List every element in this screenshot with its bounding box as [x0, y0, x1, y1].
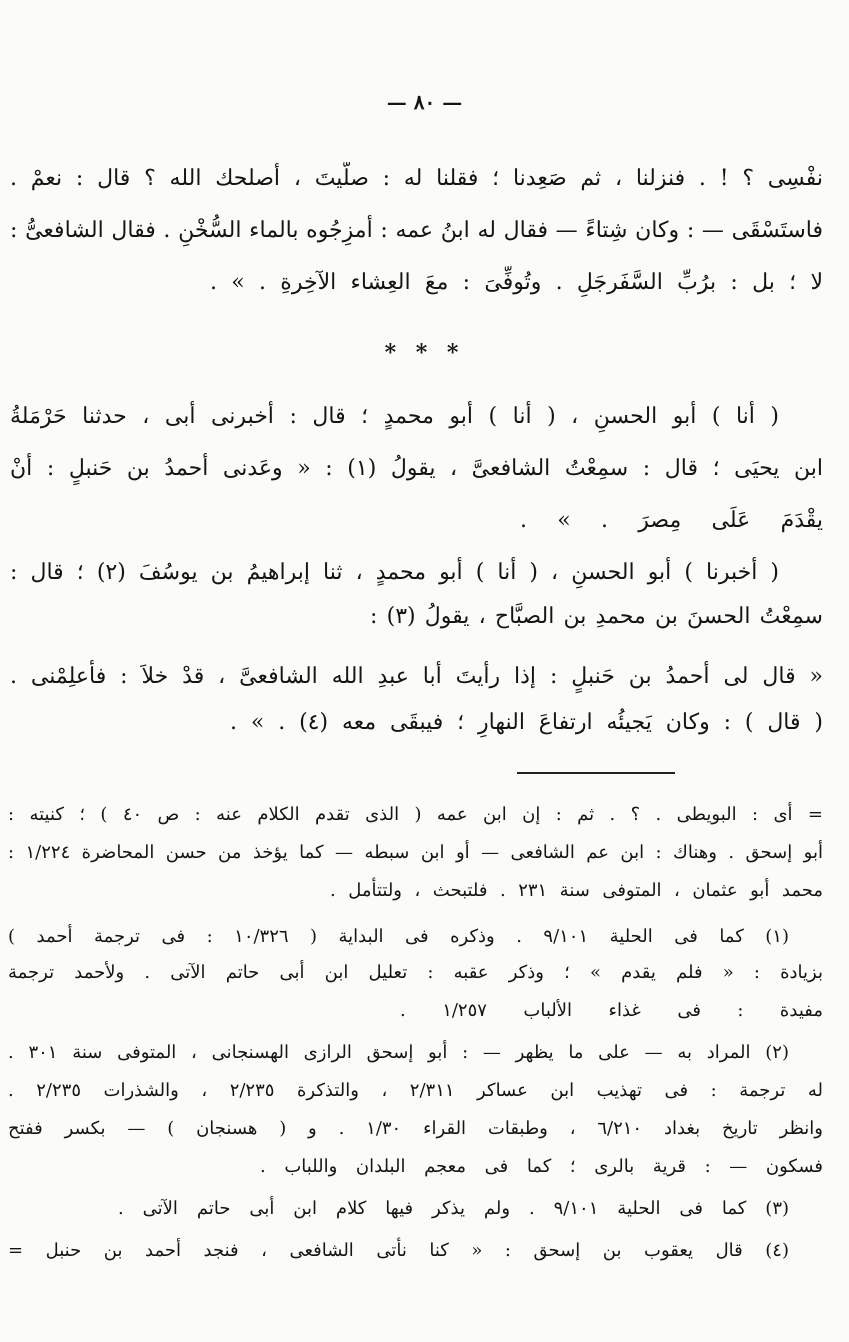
footnote-line: محمد أبو عثمان ، المتوفى سنة ٢٣١ . فلتبحث ، ولتتأمل .	[330, 880, 823, 901]
section-separator: * * *	[384, 340, 465, 366]
body-line: نفْسِى ؟ ! . فنزلنا ، ثم صَعِدنا ؛ فقلنا له : صلَّيتَ ، أصلحك الله ؟ قال : نعمْ .	[10, 166, 823, 191]
body-line: سمِعْتُ الحسنَ بن محمدِ بن الصبَّاح ، يقولُ (٣) :	[370, 604, 823, 629]
footnote-line: فسكون — : قرية بالرى ؛ كما فى معجم البلدان واللباب .	[260, 1156, 823, 1177]
footnote-line: = أى : البويطى . ؟ . ثم : إن ابن عمه ( الذى تقدم الكلام عنه : ص ٤٠ ) ؛ كنيته :	[8, 804, 823, 825]
body-line: لا ؛ بل : برُبِّ السَّفَرجَلِ . وتُوفِّىَ : معَ العِشاء الآخِرةِ . » .	[210, 270, 823, 295]
footnote-line: أبو إسحق . وهناك : ابن عم الشافعى — أو ابن سبطه — كما يؤخذ من حسن المحاضرة ١/٢٢٤ :	[8, 842, 823, 863]
body-line: ( أنا ) أبو الحسنِ ، ( أنا ) أبو محمدٍ ؛ قال : أخبرنى أبى ، حدثنا حَرْمَلةُ	[10, 404, 779, 429]
body-line: ابن يحيَى ؛ قال : سمِعْتُ الشافعىَّ ، يقولُ (١) : « وعَدنى أحمدُ بن حَنبلٍ : أنْ	[10, 456, 823, 481]
footnote-line: (٤) قال يعقوب بن إسحق : « كنا نأتى الشافعى ، فنجد أحمد بن حنبل =	[8, 1240, 789, 1261]
body-line: ( أخبرنا ) أبو الحسنِ ، ( أنا ) أبو محمدٍ ، ثنا إبراهيمُ بن يوسُفَ (٢) ؛ قال :	[10, 560, 779, 585]
body-line: يقْدَمَ عَلَى مِصرَ . » .	[520, 508, 823, 533]
footnote-divider	[517, 772, 675, 774]
page-number: — ٨٠ —	[386, 90, 463, 114]
footnote-line: بزيادة : « فلم يقدم » ؛ وذكر عقبه : تعليل ابن أبى حاتم الآتى . ولأحمد ترجمة	[8, 962, 823, 983]
footnote-line: له ترجمة : فى تهذيب ابن عساكر ٢/٣١١ ، والتذكرة ٢/٢٣٥ ، والشذرات ٢/٢٣٥ .	[8, 1080, 823, 1101]
footnote-line: وانظر تاريخ بغداد ٦/٢١٠ ، وطبقات القراء ١/٣٠ . و ( هسنجان ) — بكسر ففتح	[8, 1118, 823, 1139]
body-line: ( قال ) : وكان يَجيئُه ارتفاعَ النهارِ ؛ فيبقَى معه (٤) . » .	[230, 710, 823, 735]
footnote-line: (٢) المراد به — على ما يظهر — : أبو إسحق الرازى الهسنجانى ، المتوفى سنة ٣٠١ .	[8, 1042, 789, 1063]
footnote-line: (١) كما فى الحلية ٩/١٠١ . وذكره فى البداية ( ١٠/٣٢٦ : فى ترجمة أحمد )	[8, 926, 789, 947]
body-line: فاستَسْقَى — : وكان شِتاءً — فقال له ابنُ عمه : أمزِجُوه بالماء السُّخْنِ . فقال الشافعىُّ :	[10, 218, 823, 243]
footnote-line: مفيدة : فى غذاء الألباب ١/٢٥٧ .	[400, 1000, 823, 1021]
body-line: « قال لى أحمدُ بن حَنبلٍ : إذا رأيتَ أبا عبدِ الله الشافعىَّ ، قدْ خلاَ : فأعلِمْنى .	[10, 664, 823, 689]
footnote-line: (٣) كما فى الحلية ٩/١٠١ . ولم يذكر فيها كلام ابن أبى حاتم الآتى .	[118, 1198, 789, 1219]
